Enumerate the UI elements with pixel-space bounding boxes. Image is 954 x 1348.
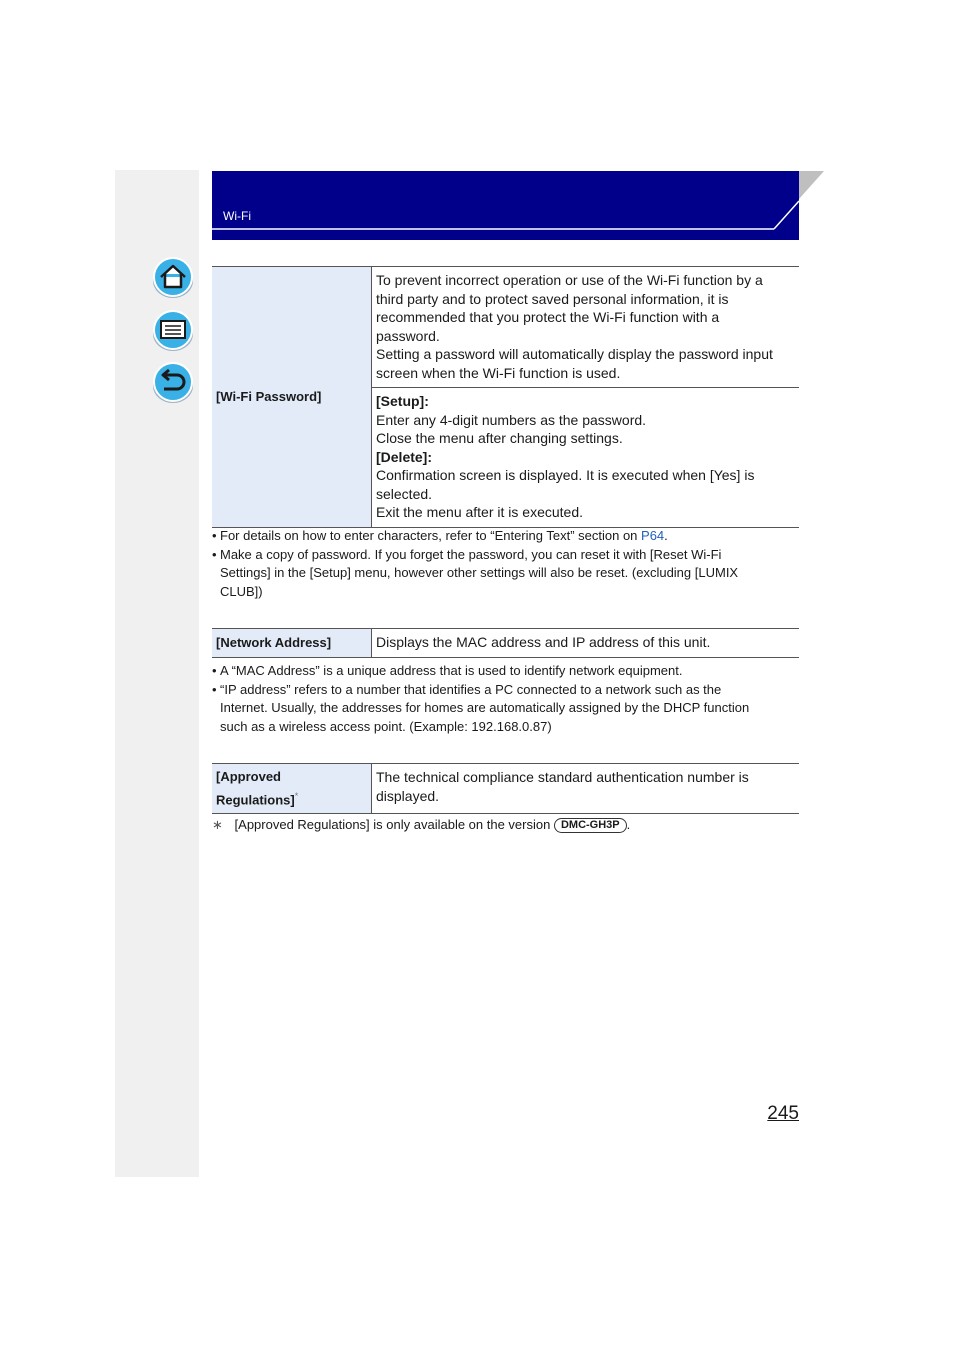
note-item: • “IP address” refers to a number that identifies a PC connected to a network such as the Internet. Usually, the addresses for homes are automatically assigned by the DHCP function such as a wireless access point. (Example: 192.168.0.87) <box>212 681 750 734</box>
menu-list-icon[interactable] <box>151 308 195 352</box>
page-number: 245 <box>767 1103 799 1124</box>
wifi-password-key: [Wi-Fi Password] <box>212 267 372 528</box>
wifi-password-options: [Setup]: Enter any 4-digit numbers as the password. Close the menu after changing settings. [Delete]: Confirmation screen is displayed. It is executed when [Yes] is selected. Exit the menu after it is executed. <box>372 388 800 528</box>
setup-option-title: [Setup]: <box>376 393 429 409</box>
note-item: • Make a copy of password. If you forget the password, you can reset it with [Reset Wi-Fi Settings] in the [Setup] menu, however other settings will also be reset. (excluding [LUMIX CLUB]) <box>212 546 739 599</box>
approved-regulations-description: The technical compliance standard authentication number is displayed. <box>372 764 800 814</box>
delete-option-title: [Delete]: <box>376 448 433 465</box>
section-title: Wi-Fi <box>223 209 251 223</box>
page-link[interactable]: P64 <box>641 528 665 543</box>
home-icon[interactable] <box>151 255 195 299</box>
wifi-password-table <box>212 266 799 528</box>
model-badge: DMC-GH3P <box>554 818 627 833</box>
back-arrow-icon[interactable] <box>151 360 195 404</box>
approved-regulations-table <box>212 763 799 814</box>
wifi-password-notes <box>212 527 802 601</box>
network-address-description: Displays the MAC address and IP address of this unit. <box>372 629 800 658</box>
section-header <box>212 171 799 240</box>
footnote: ∗ [Approved Regulations] is only available on the version DMC-GH3P . <box>212 817 631 832</box>
note-item: • For details on how to enter characters, refer to “Entering Text” section on P64. <box>212 528 668 543</box>
note-item: • A “MAC Address” is a unique address that is used to identify network equipment. <box>212 663 683 678</box>
network-address-table <box>212 628 799 658</box>
approved-regulations-key: [Approved Regulations]* <box>212 764 372 814</box>
network-notes <box>212 662 802 736</box>
wifi-password-description: To prevent incorrect operation or use of the Wi-Fi function by a third party and to protect saved personal information, it is recommended that you protect the Wi-Fi function with a password. Setting a password will automatically display the password input screen when the Wi-Fi function is used. <box>372 267 800 388</box>
network-address-key: [Network Address] <box>212 629 372 658</box>
footnote-mark: ∗ <box>212 817 223 832</box>
